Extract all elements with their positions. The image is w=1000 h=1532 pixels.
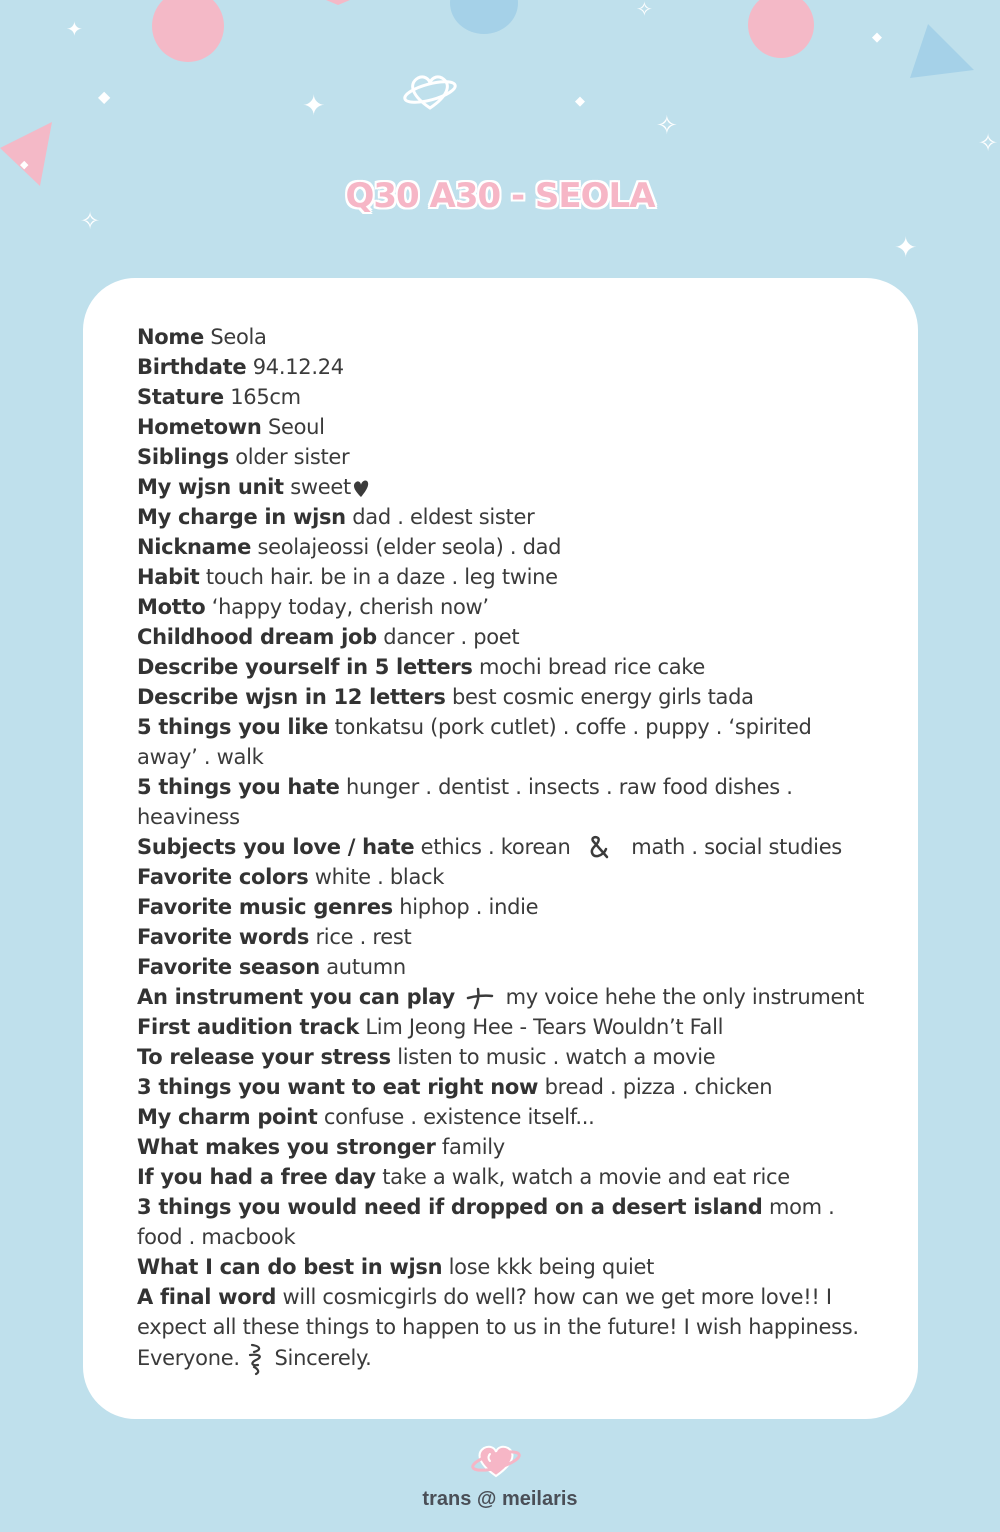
qa-value: tonkatsu (pork cutlet) . coffe . puppy . ‘spirited away’ . walk	[137, 715, 812, 769]
qa-value: Seoul	[267, 415, 325, 439]
qa-label: 3 things you want to eat right now	[137, 1075, 539, 1099]
heart-planet-logo-icon	[470, 1440, 522, 1482]
qa-row-eat	[137, 1072, 877, 1102]
qa-label: Favorite music genres	[137, 895, 393, 919]
qa-row-music	[137, 892, 877, 922]
qa-value: best cosmic energy girls tada	[452, 685, 754, 709]
qa-label: My charm point	[137, 1105, 318, 1129]
qa-value: dancer . poet	[383, 625, 520, 649]
qa-row-final-word	[137, 1282, 877, 1376]
qa-label: Motto	[137, 595, 206, 619]
qa-label: What makes you stronger	[137, 1135, 436, 1159]
qa-row-like	[137, 712, 877, 772]
qa-label: Stature	[137, 385, 224, 409]
qa-row-describe-wjsn	[137, 682, 877, 712]
qa-value: Seola	[210, 325, 267, 349]
qa-value: ‘happy today, cherish now’	[211, 595, 489, 619]
qa-row-colors	[137, 862, 877, 892]
qa-value: my voice hehe the only instrument	[505, 985, 865, 1009]
qa-row-describe-self	[137, 652, 877, 682]
instrument-doodle-icon	[465, 986, 495, 1010]
qa-label: My wjsn unit	[137, 475, 284, 499]
qa-label: Childhood dream job	[137, 625, 377, 649]
qa-label: A final word	[137, 1285, 277, 1309]
qa-label: Hometown	[137, 415, 262, 439]
qa-label: Nome	[137, 325, 204, 349]
sparkle-icon: ✧	[636, 0, 653, 21]
pink-circle-decoration	[748, 0, 814, 58]
qa-label: To release your stress	[137, 1045, 391, 1069]
qa-row-nickname	[137, 532, 877, 562]
qa-label: If you had a free day	[137, 1165, 376, 1189]
qa-row-dream-job	[137, 622, 877, 652]
qa-value: rice . rest	[315, 925, 412, 949]
blue-circle-decoration	[450, 0, 518, 34]
qa-row-siblings	[137, 442, 877, 472]
signature-doodle-icon	[246, 1342, 268, 1376]
qa-label: Nickname	[137, 535, 252, 559]
qa-value: hiphop . indie	[399, 895, 539, 919]
qa-row-audition	[137, 1012, 877, 1042]
qa-row-habit	[137, 562, 877, 592]
sparkle-icon: ✦	[66, 19, 83, 41]
qa-row-birthdate	[137, 352, 877, 382]
qa-value: older sister	[235, 445, 350, 469]
qa-row-hometown	[137, 412, 877, 442]
ampersand-doodle-icon	[587, 835, 615, 861]
qa-label: Favorite colors	[137, 865, 309, 889]
qa-value: dad . eldest sister	[352, 505, 535, 529]
qa-label: Favorite words	[137, 925, 310, 949]
qa-value: family	[441, 1135, 505, 1159]
qa-row-stature	[137, 382, 877, 412]
diamond-icon: ◆	[872, 29, 882, 44]
qa-row-charge	[137, 502, 877, 532]
qa-row-hate	[137, 772, 877, 832]
qa-label: Subjects you love / hate	[137, 835, 415, 859]
qa-value: autumn	[326, 955, 406, 979]
qa-row-instrument	[137, 982, 877, 1012]
qa-label: First audition track	[137, 1015, 360, 1039]
qa-value: sweet	[290, 475, 351, 499]
qa-row-free-day	[137, 1162, 877, 1192]
qa-row-desert-island	[137, 1192, 877, 1252]
qa-value: listen to music . watch a movie	[397, 1045, 716, 1069]
qa-label: Siblings	[137, 445, 229, 469]
diamond-icon: ◆	[575, 93, 585, 108]
qa-value: 94.12.24	[252, 355, 344, 379]
qa-row-stress	[137, 1042, 877, 1072]
qa-list	[137, 322, 877, 1376]
qa-label: 5 things you like	[137, 715, 329, 739]
qa-value: take a walk, watch a movie and eat rice	[382, 1165, 790, 1189]
qa-row-words	[137, 922, 877, 952]
qa-value: Sincerely.	[274, 1346, 372, 1370]
qa-value: mochi bread rice cake	[478, 655, 705, 679]
qa-value: bread . pizza . chicken	[544, 1075, 773, 1099]
qa-value: will cosmicgirls do well? how can we get more love!! I expect all these things to happen to us in the future! I wish happiness. Everyone.	[137, 1285, 859, 1370]
qa-value: mom . food . macbook	[137, 1195, 835, 1249]
qa-value: touch hair. be in a daze . leg twine	[205, 565, 558, 589]
sparkle-icon: ✧	[978, 130, 999, 157]
heart-planet-icon	[402, 70, 458, 114]
qa-label: My charge in wjsn	[137, 505, 346, 529]
qa-row-subjects	[137, 832, 877, 862]
qa-row-charm	[137, 1102, 877, 1132]
qa-value: math . social studies	[631, 835, 842, 859]
heart-doodle-icon	[351, 477, 371, 499]
qa-row-best	[137, 1252, 877, 1282]
qa-label: Favorite season	[137, 955, 320, 979]
qa-label: What I can do best in wjsn	[137, 1255, 443, 1279]
pink-circle-decoration	[152, 0, 224, 62]
qa-value: hunger . dentist . insects . raw food dishes . heaviness	[137, 775, 793, 829]
qa-row-nome	[137, 322, 877, 352]
sparkle-icon: ✦	[894, 232, 918, 263]
qa-value: 165cm	[230, 385, 301, 409]
qa-row-stronger	[137, 1132, 877, 1162]
page-title: Q30 A30 - SEOLA	[345, 176, 655, 216]
qa-label: Birthdate	[137, 355, 247, 379]
sparkle-icon: ✦	[302, 90, 326, 121]
qa-label: 3 things you would need if dropped on a desert island	[137, 1195, 763, 1219]
qa-value: confuse . existence itself...	[323, 1105, 595, 1129]
diamond-icon: ◆	[98, 89, 111, 106]
qa-row-unit	[137, 472, 877, 502]
qa-row-motto	[137, 592, 877, 622]
qa-label: Habit	[137, 565, 200, 589]
blue-triangle-decoration	[906, 22, 976, 80]
qa-row-season	[137, 952, 877, 982]
sparkle-icon: ✧	[656, 110, 678, 140]
diamond-icon: ◆	[20, 159, 29, 171]
pink-triangle-decoration	[326, 0, 350, 6]
qa-value: Lim Jeong Hee - Tears Wouldn’t Fall	[365, 1015, 724, 1039]
qa-label: Describe yourself in 5 letters	[137, 655, 473, 679]
sparkle-icon: ✧	[80, 208, 101, 235]
qa-label: Describe wjsn in 12 letters	[137, 685, 446, 709]
translator-credit: trans @ meilaris	[422, 1488, 578, 1510]
qa-value: seolajeossi (elder seola) . dad	[257, 535, 562, 559]
qa-label: 5 things you hate	[137, 775, 340, 799]
qa-value: white . black	[314, 865, 445, 889]
qa-value: ethics . korean	[420, 835, 571, 859]
qa-value: lose kkk being quiet	[448, 1255, 655, 1279]
qa-label: An instrument you can play	[137, 985, 455, 1009]
